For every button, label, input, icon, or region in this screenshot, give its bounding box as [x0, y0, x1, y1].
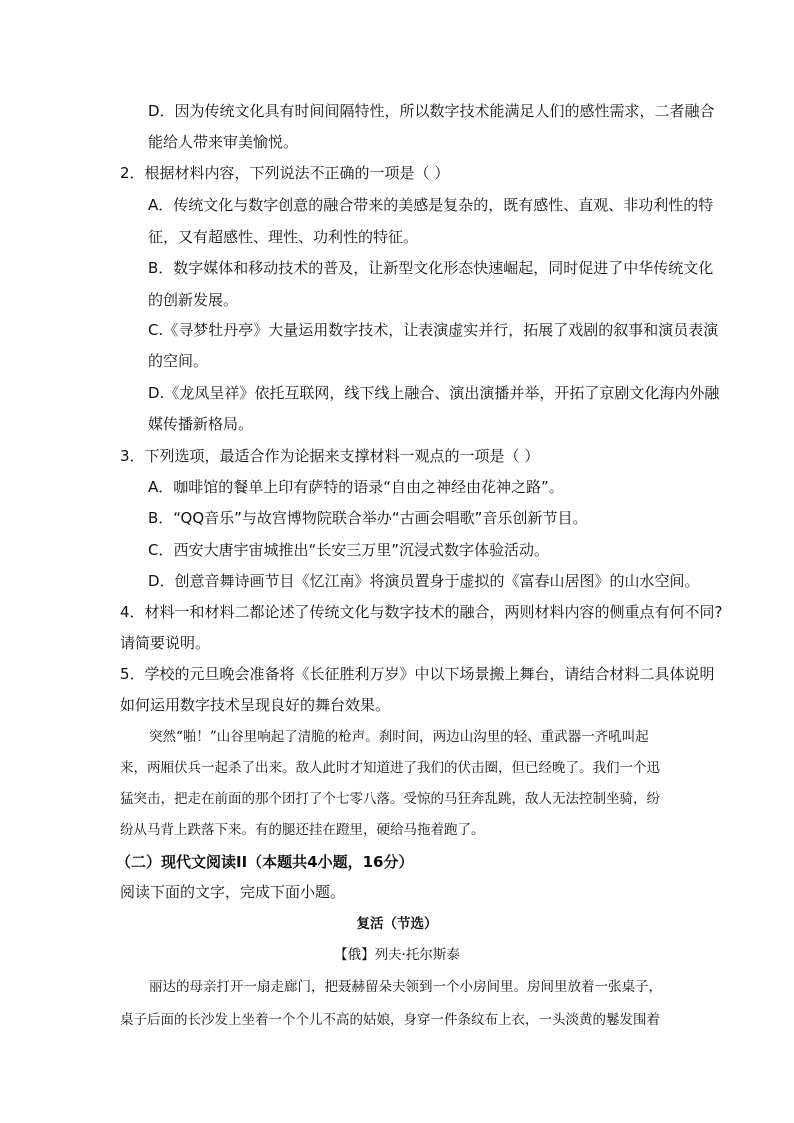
passage-line-2: 桌子后面的长沙发上坐着一个个儿不高的姑娘，身穿一件条纹布上衣，一头淡黄的鬈发围着 — [120, 1012, 660, 1028]
q2-option-d-line-1: D.《龙凤呈祥》依托互联网，线下线上融合、演出演播并举，开拓了京剧文化海内外融 — [148, 384, 720, 402]
q2-option-c-line-1: C.《寻梦牡丹亭》大量运用数字技术，让表演虚实并行，拓展了戏剧的叙事和演员表演 — [148, 321, 719, 339]
q3-option-d: D．创意音舞诗画节目《忆江南》将演员置身于虚拟的《富春山居图》的山水空间。 — [148, 572, 700, 590]
question-2: 2．根据材料内容，下列说法不正确的一项是（ ） — [120, 164, 450, 182]
q2-option-d-line-2: 媒传播新格局。 — [148, 415, 254, 433]
q2-option-c-line-2: 的空间。 — [148, 352, 209, 370]
reading-instruction: 阅读下面的文字，完成下面小题。 — [120, 883, 346, 901]
q2-option-b-line-2: 的创新发展。 — [148, 291, 239, 309]
excerpt-line-2: 来，两厢伏兵一起杀了出来。敌人此时才知道进了我们的伏击圈，但已经晚了。我们一个迅 — [120, 760, 660, 776]
question-4-line-1: 4．材料一和材料二都论述了传统文化与数字技术的融合，两则材料内容的侧重点有何不同? — [120, 603, 723, 621]
q2-option-a-line-2: 征，又有超感性、理性、功利性的特征。 — [148, 228, 419, 246]
passage-title: 复活（节选） — [356, 916, 438, 932]
q3-option-a: A．咖啡馆的餐单上印有萨特的语录“自由之神经由花神之路”。 — [148, 478, 564, 496]
passage-author: 【俄】列夫·托尔斯泰 — [334, 947, 460, 963]
excerpt-line-3: 猛突击，把走在前面的那个团打了个七零八落。受惊的马狂奔乱跳，敌人无法控制坐骑，纷 — [120, 791, 660, 807]
q3-option-c: C．西安大唐宇宙城推出“长安三万里”沉浸式数字体验活动。 — [148, 541, 550, 559]
passage-line-1: 丽达的母亲打开一扇走廊门，把聂赫留朵夫领到一个小房间里。房间里放着一张桌子， — [149, 979, 662, 995]
question-4-line-2: 请简要说明。 — [120, 634, 211, 652]
option-d-line-2: 能给人带来审美愉悦。 — [148, 133, 299, 151]
question-3: 3．下列选项，最适合作为论据来支撑材料一观点的一项是（ ） — [120, 447, 540, 465]
q2-option-b-line-1: B．数字媒体和移动技术的普及，让新型文化形态快速崛起，同时促进了中华传统文化 — [148, 259, 714, 277]
excerpt-line-4: 纷从马背上跌落下来。有的腿还挂在蹬里，硬给马拖着跑了。 — [120, 822, 485, 838]
q2-option-a-line-1: A．传统文化与数字创意的融合带来的美感是复杂的，既有感性、直观、非功利性的特 — [148, 196, 714, 214]
q3-option-b: B．“QQ音乐”与故宫博物院联合举办“古画会唱歌”音乐创新节目。 — [148, 509, 588, 527]
excerpt-line-1: 突然“啪！”山谷里响起了清脆的枪声。刹时间，两边山沟里的轻、重武器一齐吼叫起 — [149, 729, 649, 745]
question-5-line-1: 5．学校的元旦晚会准备将《长征胜利万岁》中以下场景搬上舞台，请结合材料二具体说明 — [120, 665, 715, 683]
option-d-line-1: D．因为传统文化具有时间间隔特性，所以数字技术能满足人们的感性需求，二者融合 — [148, 102, 715, 120]
question-5-line-2: 如何运用数字技术呈现良好的舞台效果。 — [120, 696, 391, 714]
section-heading: （二）现代文阅读II（本题共4小题，16分） — [116, 853, 414, 871]
